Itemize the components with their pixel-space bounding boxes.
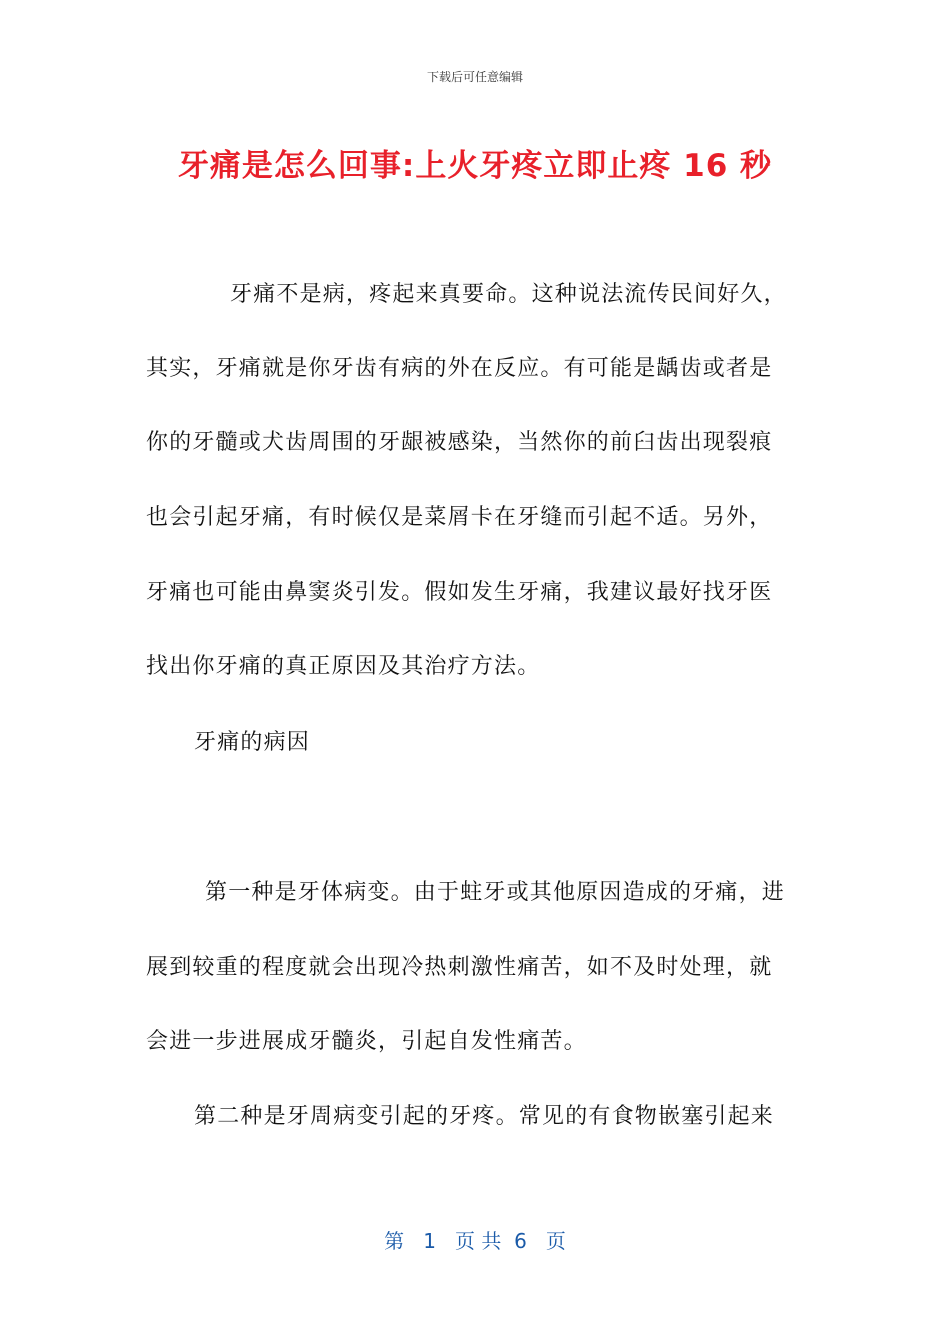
section-heading: 牙痛的病因	[194, 730, 311, 755]
body-text-line: 第二种是牙周病变引起的牙疼。常见的有食物嵌塞引起来	[194, 1104, 775, 1129]
body-text-line: 牙痛不是病，疼起来真要命。这种说法流传民间好久，	[230, 282, 787, 307]
header-note: 下载后可任意编辑	[426, 70, 523, 84]
body-text-line: 展到较重的程度就会出现冷热刺激性痛苦，如不及时处理，就	[146, 955, 773, 980]
body-text-line: 牙痛也可能由鼻窦炎引发。假如发生牙痛，我建议最好找牙医	[146, 580, 773, 605]
body-text-line: 你的牙髓或犬齿周围的牙龈被感染，当然你的前臼齿出现裂痕	[146, 430, 773, 455]
body-text-line: 第一种是牙体病变。由于蛀牙或其他原因造成的牙痛，进	[205, 880, 786, 905]
body-text-line: 也会引起牙痛，有时候仅是菜屑卡在牙缝而引起不适。另外，	[146, 505, 773, 530]
body-text-line: 找出你牙痛的真正原因及其治疗方法。	[146, 654, 541, 679]
body-text-line: 会进一步进展成牙髓炎，引起自发性痛苦。	[146, 1029, 587, 1054]
document-title: 牙痛是怎么回事:上火牙疼立即止疼 16 秒	[177, 148, 773, 184]
body-text-line: 其实，牙痛就是你牙齿有病的外在反应。有可能是龋齿或者是	[146, 356, 773, 381]
page-footer: 第 1 页 共 6 页	[384, 1229, 566, 1253]
